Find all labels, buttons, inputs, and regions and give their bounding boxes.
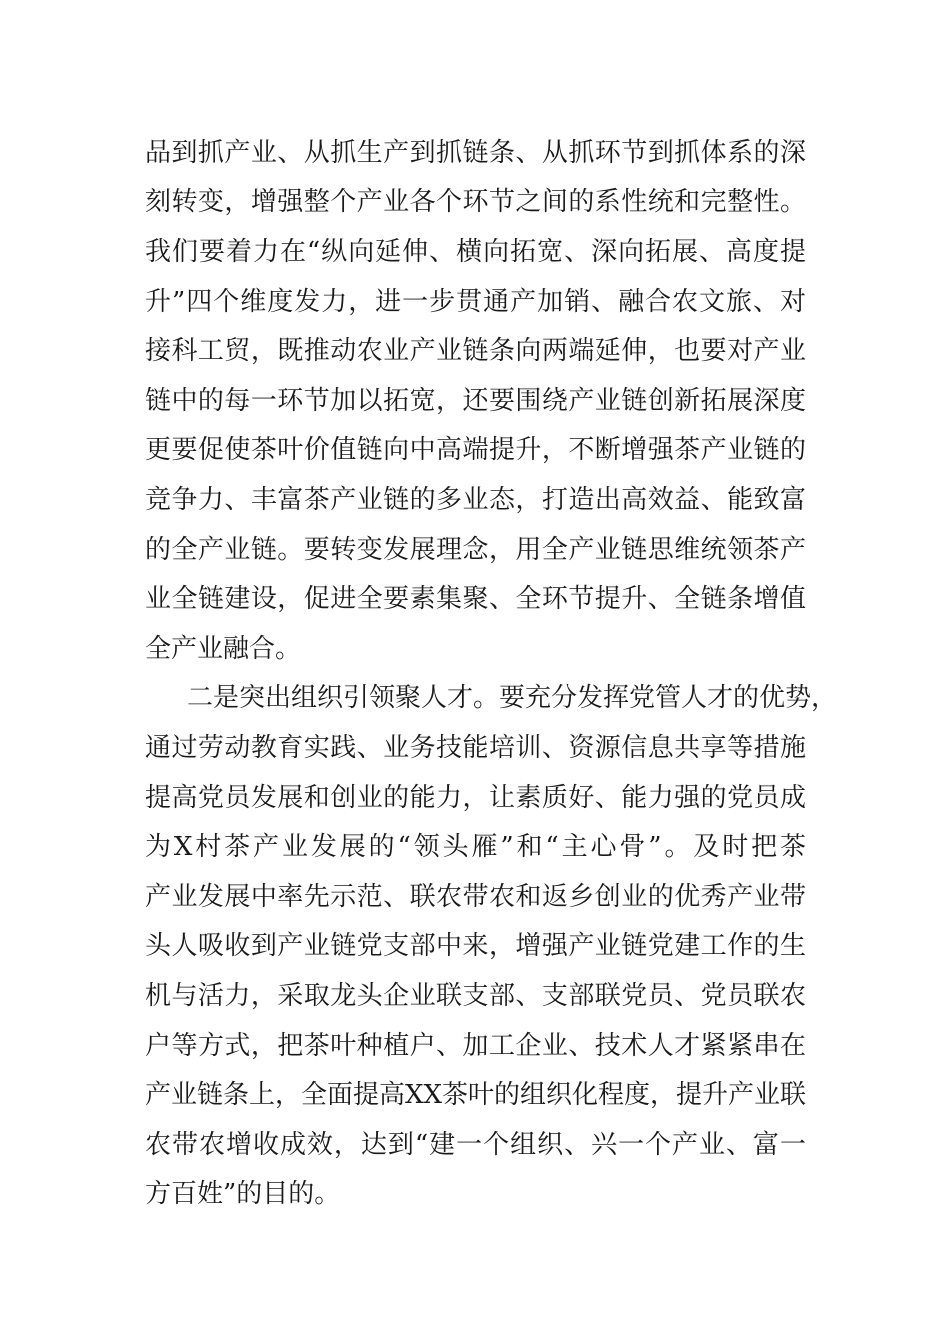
text-line-3: 我们要着力在“纵向延伸、横向拓宽、深向拓展、高度提: [145, 237, 806, 267]
text-line-2: 刻转变，增强整个产业各个环节之间的系性统和完整性。: [145, 187, 806, 217]
text-line-6: 链中的每一环节加以拓宽，还要围绕产业链创新拓展深度: [145, 386, 806, 416]
text-line-15: 为X村茶产业发展的“领头雁”和“主心骨”。及时把茶: [145, 832, 806, 862]
text-line-5: 接科工贸，既推动农业产业链条向两端延伸，也要对产业: [145, 336, 806, 366]
text-line-4: 升”四个维度发力，进一步贯通产加销、融合农文旅、对: [145, 287, 806, 317]
text-line-7: 更要促使茶叶价值链向中高端提升，不断增强茶产业链的: [145, 435, 806, 465]
text-line-17: 头人吸收到产业链党支部中来，增强产业链党建工作的生: [145, 931, 806, 961]
text-line-19: 户等方式，把茶叶种植户、加工企业、技术人才紧紧串在: [145, 1031, 806, 1061]
text-line-21: 农带农增收成效，达到“建一个组织、兴一个产业、富一: [145, 1130, 806, 1160]
paragraph-2-first-line: 二是突出组织引领聚人才。要充分发挥党管人才的优势，: [187, 683, 838, 713]
text-line-20: 产业链条上，全面提高XX茶叶的组织化程度，提升产业联: [145, 1080, 807, 1110]
text-line-13: 通过劳动教育实践、业务技能培训、资源信息共享等措施: [145, 733, 806, 763]
text-line-8: 竞争力、丰富茶产业链的多业态，打造出高效益、能致富: [145, 485, 806, 515]
text-line-14: 提高党员发展和创业的能力，让素质好、能力强的党员成: [145, 783, 806, 813]
text-line-11: 全产业融合。: [145, 634, 302, 664]
text-line-1: 品到抓产业、从抓生产到抓链条、从抓环节到抓体系的深: [145, 138, 806, 168]
text-line-18: 机与活力，采取龙头企业联支部、支部联党员、党员联农: [145, 981, 806, 1011]
text-line-22: 方百姓”的目的。: [145, 1179, 341, 1209]
text-line-10: 业全链建设，促进全要素集聚、全环节提升、全链条增值: [145, 584, 806, 614]
text-line-16: 产业发展中率先示范、联农带农和返乡创业的优秀产业带: [145, 882, 806, 912]
text-line-9: 的全产业链。要转变发展理念，用全产业链思维统领茶产: [145, 535, 806, 565]
